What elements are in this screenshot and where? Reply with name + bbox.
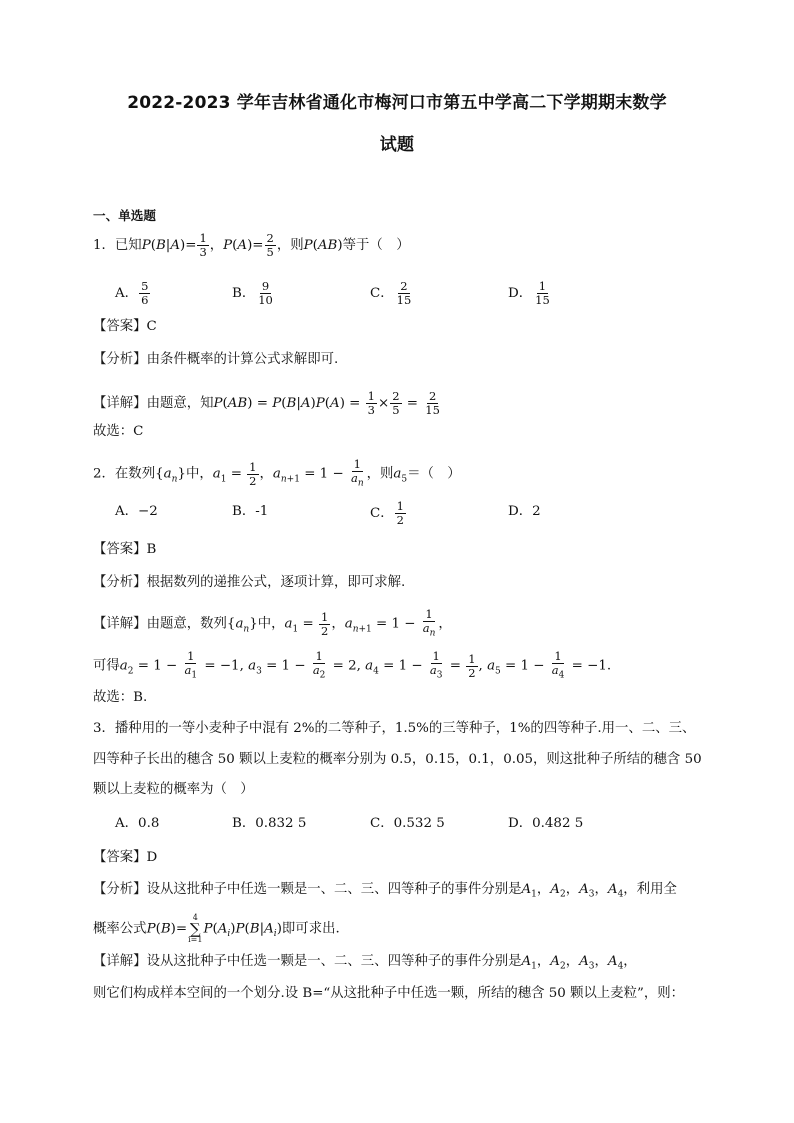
q1-option-d: D． $\frac{1}{15}$ [508,279,550,307]
q1-analysis: 【分析】由条件概率的计算公式求解即可. [93,352,339,367]
q3-analysis: 【分析】设从这批种子中任选一颗是一、二、三、四等种子的事件分别是$A_1$，$A_2$，$A_3$，$A_4$，利用全 [93,882,677,900]
q2-detail: 【详解】由题意，数列$\{a_n\}$中，$a_1$ = $\frac{1}{2}$ ，$a_{n+1} = 1$ − $\frac{1}{a_n}$ ， [93,607,452,639]
section-heading: 一、单选题 [93,208,156,223]
q3-answer: 【答案】D [93,850,158,865]
q3-detail: 【详解】设从这批种子中任选一颗是一、二、三、四等种子的事件分别是$A_1$，$A_2$，$A_3$，$A_4$， [93,954,637,972]
q3-option-c: C．0.532 5 [370,816,445,831]
question-3-line3: 颗以上麦粒的概率为（ ） [93,782,254,797]
q2-option-a: A．−2 [115,504,158,519]
question-2: 2．在数列$\{a_n\}$中，$a_1$ = $\frac{1}{2}$ ，$a_{n+1} = 1$ − $\frac{1}{a_n}$ ，则$a_5=$（ ） [93,457,461,489]
q3-option-b: B．0.832 5 [232,816,307,831]
q1-option-c: C． $\frac{2}{15}$ [370,279,412,307]
document-title-line2: 试题 [379,135,415,155]
q1-option-b: B． $\frac{9}{10}$ [232,279,273,307]
q1-detail: 【详解】由题意，知P(AB) = P(B|A)P(A) = $\frac{1}{3}$ × $\frac{2}{5}$ = $\frac{2}{15}$ [93,389,440,417]
q2-result: 可得$a_2 = 1$ − $\frac{1}{a_1}$ = −1, $a_3 = 1$ − $\frac{1}{a_2}$ = 2, $a_4 = 1$ − $\frac{1}{a_3}$ = $\frac{1}{2}$ , $a_5 = 1$ − $\frac{1}{a_4}$ = −1. [93,649,612,681]
q2-answer: 【答案】B [93,542,157,557]
q2-option-d: D．2 [508,504,541,519]
q2-analysis: 【分析】根据数列的递推公式，逐项计算，即可求解. [93,575,406,590]
question-3-line1: 3．播种用的一等小麦种子中混有 2%的二等种子，1.5%的三等种子，1%的四等种子.用一、二、三、 [93,721,696,736]
q3-option-d: D．0.482 5 [508,816,584,831]
q2-option-c: C． $\frac{1}{2}$ [370,499,404,527]
q3-detail-line2: 则它们构成样本空间的一个划分.设 B=“从这批种子中任选一颗，所结的穗含 50 颗以上麦粒”，则： [93,986,685,1001]
question-3-line2: 四等种子长出的穗含 50 颗以上麦粒的概率分别为 0.5，0.15，0.1，0.05，则这批种子所结的穗含 50 [93,752,702,767]
document-title-line1: 2022-2023 学年吉林省通化市梅河口市第五中学高二下学期期末数学 [127,93,667,113]
q2-option-b: B．-1 [232,504,269,519]
q1-answer: 【答案】C [93,319,157,334]
q3-option-a: A．0.8 [115,816,160,831]
q1-conclusion: 故选：C [93,424,144,439]
q2-conclusion: 故选：B. [93,690,148,705]
question-1: 1．已知P(B|A)= $\frac{1}{3}$ ，P(A)= $\frac{2}{5}$ ，则P(AB)等于（ ） [93,231,410,259]
q1-option-a: A． $\frac{5}{6}$ [115,279,149,307]
q3-analysis-formula: 概率公式P(B)= 4 ∑ i=1 $P(A_i)P(B|A_i)$即可求出. [93,913,340,944]
